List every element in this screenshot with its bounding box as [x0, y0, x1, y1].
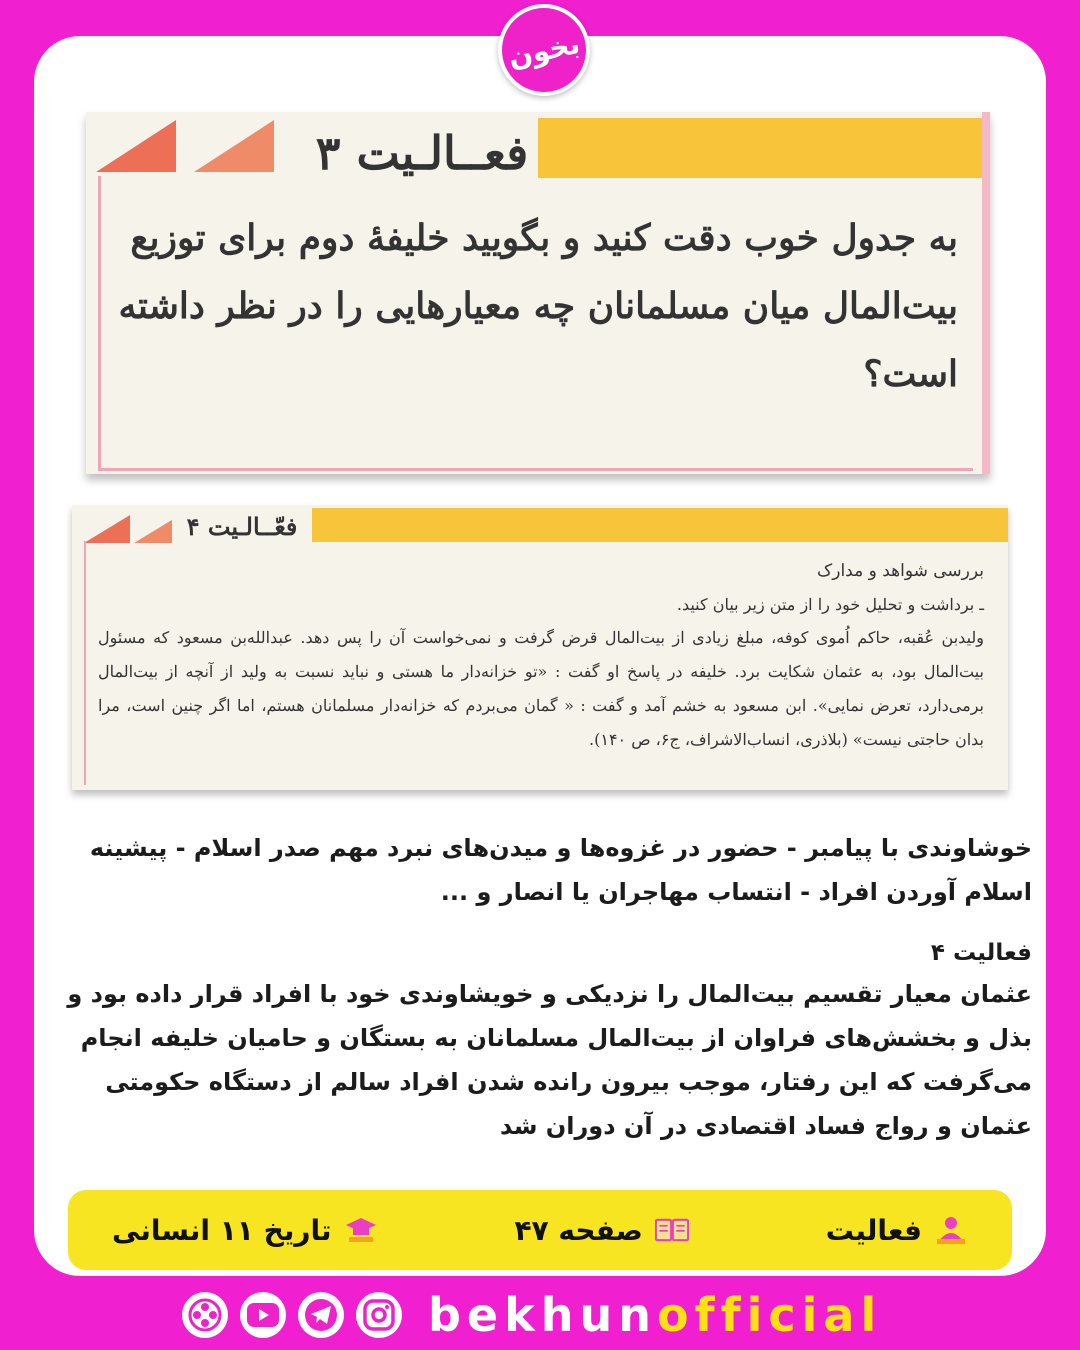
answer4-text: عثمان معیار تقسیم بیت‌المال را نزدیکی و خویشاوندی خود با افراد قرار داده بود و بذل و بخشش‌های فراوان از بیت‌المال مسلمانان به بستگان و حامیان خلیفه انجام می‌گرفت که این رفتار، موجب بیرون رانده شدن افراد سالم از دستگاه حکومتی عثمان و رواج فساد اقتصادی در آن دوران شد — [67, 980, 1032, 1140]
activity4-title-band — [304, 508, 1008, 542]
activity3-scan — [86, 112, 990, 474]
graduation-cap-icon — [344, 1215, 378, 1245]
decor-triangle-icon — [96, 120, 176, 172]
logo-text: بخون — [505, 26, 583, 74]
activity4-instruction: ـ برداشت و تحلیل خود را از متن زیر بیان کنید. — [676, 595, 984, 614]
decor-triangle-icon — [194, 120, 274, 172]
answer3-text: خوشاوندی با پیامبر - حضور در غزوه‌ها و میدن‌های نبرد مهم صدر اسلام - پیشینه اسلام آوردن افراد - انتساب مهاجران یا انصار و ... — [89, 834, 1032, 906]
activity4-paragraph: ولیدبن عُقبه، حاکم اُموی کوفه، مبلغ زیادی از بیت‌المال قرض گرفت و نمی‌خواست آن را پس دهد. عبدالله‌بن مسعود که مسئول بیت‌المال بود، به عثمان شکایت برد. خلیفه در پاسخ او گفت : «تو خزانه‌دار ما هستی و نباید نسبت به ولید از آنچه از بیت‌المال برمی‌دارد، تعرض نمایی». ابن مسعود به خشم آمد و گفت : « گمان می‌بردم که خزانه‌دار مسلمانان هستم، اما اگر چنین است، مرا بدان حاجتی نیست» (بلاذری، انساب‌الاشراف، ج۶، ص ۱۴۰). — [98, 628, 984, 749]
open-book-icon — [655, 1215, 689, 1245]
brand-handle[interactable] — [428, 1288, 882, 1342]
brand-part1: bekhun — [428, 1288, 657, 1342]
activity4-scan — [72, 505, 1008, 790]
activity3-title-band — [538, 118, 982, 178]
page-label: صفحه ۴۷ — [514, 1213, 643, 1247]
info-subject — [112, 1214, 378, 1247]
aparat-icon[interactable] — [182, 1292, 228, 1338]
activity4-body — [98, 553, 984, 757]
answer4-title: فعالیت ۴ — [930, 940, 1032, 966]
subject-label: تاریخ ۱۱ انسانی — [112, 1213, 332, 1247]
telegram-icon[interactable] — [298, 1292, 344, 1338]
instagram-icon[interactable] — [356, 1292, 402, 1338]
activity3-title: فعــالـیت ۳ — [315, 126, 529, 180]
teacher-icon — [934, 1215, 968, 1245]
info-topic — [826, 1214, 968, 1247]
info-bar — [68, 1190, 1012, 1270]
activity4-title: فعّــالـیت ۴ — [186, 511, 298, 541]
answers-section — [60, 826, 1032, 1148]
social-row — [182, 1284, 882, 1346]
activity3-question: به جدول خوب دقت کنید و بگویید خلیفهٔ دوم برای توزیع بیت‌المال میان مسلمانان چه معیارهایی را در نظر داشته است؟ — [118, 217, 958, 395]
info-page — [514, 1214, 688, 1247]
decor-triangle-icon — [84, 515, 130, 543]
youtube-icon[interactable] — [240, 1292, 286, 1338]
topic-label: فعالیت — [825, 1213, 922, 1247]
brand-part2: official — [656, 1288, 883, 1342]
activity4-heading: بررسی شواهد و مدارک — [817, 561, 984, 581]
brand-logo[interactable] — [498, 4, 590, 96]
